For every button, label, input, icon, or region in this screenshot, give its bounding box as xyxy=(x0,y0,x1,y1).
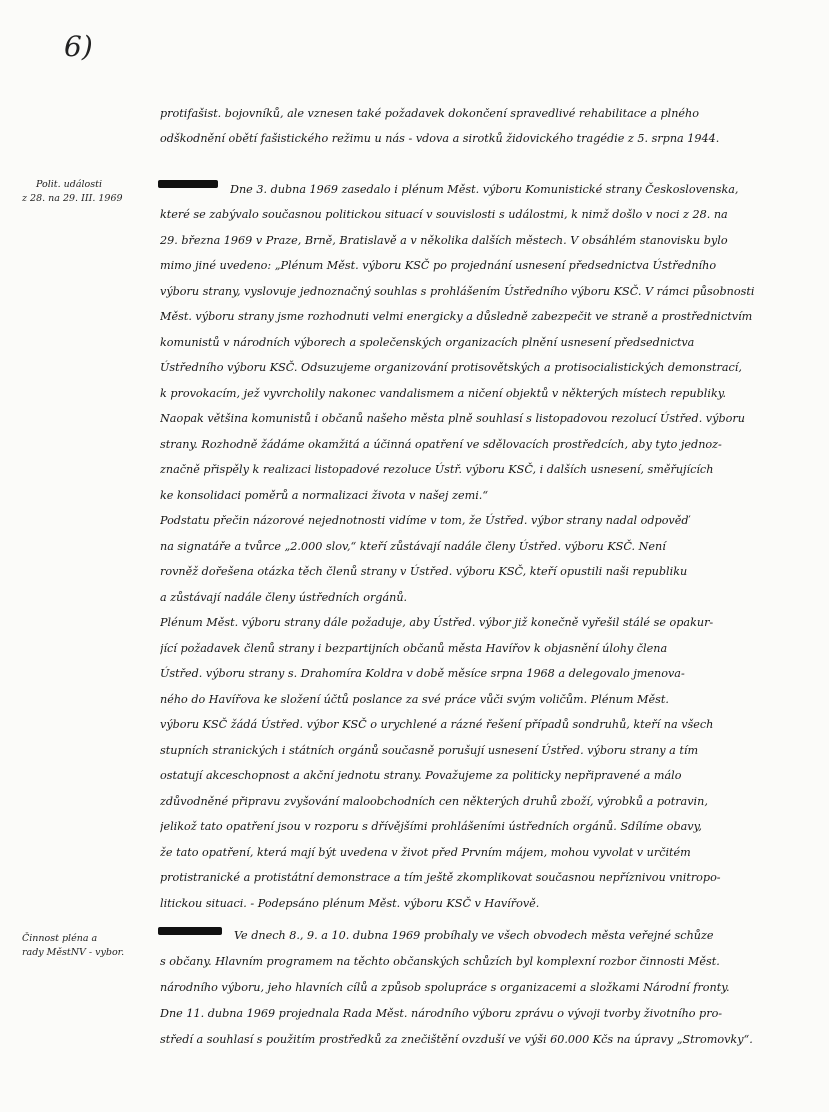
margin-note-line: Činnost pléna a xyxy=(22,933,98,944)
text-line: Dne 11. dubna 1969 projednala Rada Měst. národního výboru zprávu o vývoji tvorby životního pro- xyxy=(160,1007,723,1020)
text-line: ke konsolidaci poměrů a normalizaci života v našej zemi.“ xyxy=(160,489,489,502)
text-line: Naopak většina komunistů i občanů našeho města plně souhlasí s listopadovou rezolucí Ústřed. výboru xyxy=(160,412,745,425)
redaction-bar xyxy=(158,927,222,935)
text-line: 29. března 1969 v Praze, Brně, Bratislavě a v několika dalších městech. V obsáhlém stanovisku bylo xyxy=(160,234,728,247)
text-line: protistranické a protistátní demonstrace a tím ještě zkomplikovat současnou nepříznivou vnitropo- xyxy=(160,871,721,884)
text-line: k provokacím, jež vyvrcholily nakonec vandalismem a ničení objektů v některých místech republiky. xyxy=(160,387,727,400)
text-line: stupních stranických i státních orgánů současně porušují usnesení Ústřed. výboru strany a tím xyxy=(160,744,699,757)
text-line: a zůstávají nadále členy ústředních orgánů. xyxy=(160,591,408,604)
text-line: strany. Rozhodně žádáme okamžitá a účinná opatření ve sdělovacích prostředcích, aby tyto jednoz- xyxy=(160,438,722,451)
text-line: které se zabývalo současnou politickou situací v souvislosti s událostmi, k nimž došlo v noci z 28. na xyxy=(160,208,728,221)
text-line: národního výboru, jeho hlavních cílů a způsob spolupráce s organizacemi a složkami Národní fronty. xyxy=(160,981,730,994)
text-line: mimo jiné uvedeno: „Plénum Měst. výboru KSČ po projednání usnesení předsednictva Ústředního xyxy=(160,259,717,272)
page-number: 6) xyxy=(64,30,93,63)
text-line: Měst. výboru strany jsme rozhodnuti velmi energicky a důsledně zabezpečit ve straně a prostřednictvím xyxy=(160,310,753,323)
text-line: Podstatu přečin názorové nejednotnosti vidíme v tom, že Ústřed. výbor strany nadal odpověď xyxy=(160,514,689,527)
text-line: středí a souhlasí s použitím prostředků za znečištění ovzduší ve výši 60.000 Kčs na úpravy „Stromovky“. xyxy=(160,1033,753,1046)
text-line: odškodnění obětí fašistického režimu u nás - vdova a sirotků židovického tragédie z 5. srpna 1944. xyxy=(160,132,720,145)
margin-note-political-events xyxy=(22,178,150,206)
redaction-bar xyxy=(158,180,218,188)
text-line: rovněž dořešena otázka těch členů strany v Ústřed. výboru KSČ, kteří opustili naši republiku xyxy=(160,565,688,578)
margin-note-line: Polit. události xyxy=(36,179,103,190)
text-line: zdůvodněné připravu zvyšování maloobchodních cen některých druhů zboží, výrobků a potravin, xyxy=(160,795,708,808)
text-line: výboru strany, vyslovuje jednoznačný souhlas s prohlášením Ústředního výboru KSČ. V rámci působnosti xyxy=(160,285,755,298)
text-line: Dne 3. dubna 1969 zasedalo i plénum Měst. výboru Komunistické strany Československa, xyxy=(230,183,739,196)
margin-note-line: z 28. na 29. III. 1969 xyxy=(22,193,123,204)
text-line: litickou situaci. - Podepsáno plénum Měst. výboru KSČ v Havířově. xyxy=(160,897,540,910)
text-line: s občany. Hlavním programem na těchto občanských schůzích byl komplexní rozbor činnosti Měst. xyxy=(160,955,720,968)
text-line: značně přispěly k realizaci listopadové rezoluce Ústř. výboru KSČ, i dalších usnesení, směřujících xyxy=(160,463,714,476)
text-line: ostatují akceschopnost a akční jednotu strany. Považujeme za politicky nepřipravené a málo xyxy=(160,769,682,782)
text-line: ného do Havířova ke složení účtů poslance za své práce vůči svým voličům. Plénum Měst. xyxy=(160,693,669,706)
text-line: jelikož tato opatření jsou v rozporu s dřívějšími prohlášeními ústředních orgánů. Sdílíme obavy, xyxy=(160,820,702,833)
margin-note-plenum-activity xyxy=(22,932,150,960)
text-line: Ústřed. výboru strany s. Drahomíra Koldra v době měsíce srpna 1968 a delegovalo jmenova- xyxy=(160,667,685,680)
text-line: na signatáře a tvůrce „2.000 slov,“ kteří zůstávají nadále členy Ústřed. výboru KSČ. Není xyxy=(160,540,666,553)
text-line: komunistů v národních výborech a společenských organizacích plnění usnesení předsednictva xyxy=(160,336,695,349)
text-line: výboru KSČ žádá Ústřed. výbor KSČ o urychlené a rázné řešení případů sondruhů, kteří na všech xyxy=(160,718,714,731)
text-line: Ústředního výboru KSČ. Odsuzujeme organizování protisovětských a protisocialistických demonstrací, xyxy=(160,361,742,374)
margin-note-line: rady MěstNV - vybor. xyxy=(22,947,125,958)
text-line: jící požadavek členů strany i bezpartijních občanů města Havířov k objasnění úlohy člena xyxy=(160,642,668,655)
text-line: Plénum Měst. výboru strany dále požaduje, aby Ústřed. výbor již konečně vyřešil stálé se opakur- xyxy=(160,616,714,629)
text-line: protifašist. bojovníků, ale vznesen také požadavek dokončení spravedlivé rehabilitace a plného xyxy=(160,107,699,120)
text-line: Ve dnech 8., 9. a 10. dubna 1969 probíhaly ve všech obvodech města veřejné schůze xyxy=(234,929,714,942)
text-line: že tato opatření, která mají být uvedena v život před Prvním májem, mohou vyvolat v určitém xyxy=(160,846,691,859)
